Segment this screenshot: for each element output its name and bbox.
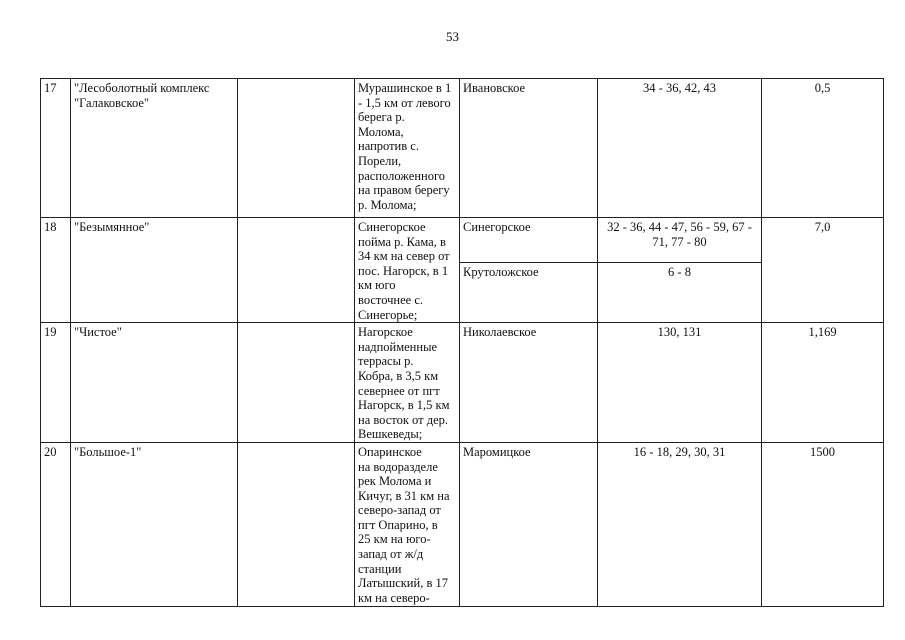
blank-cell [238, 218, 355, 323]
row-number: 19 [41, 323, 71, 443]
location-description [355, 323, 460, 443]
forest-quarters: 6 - 8 [598, 262, 762, 322]
location-description-text: Нагорское надпойменные террасы р. Кобра, в 3,5 км севернее от пгт Нагорск, в 1,5 км на восток от дер. Вешкеведы; [358, 325, 450, 442]
forest-quarters: 16 - 18, 29, 30, 31 [598, 442, 762, 606]
blank-cell [238, 79, 355, 218]
row-number: 17 [41, 79, 71, 218]
object-name: "Безымянное" [71, 218, 238, 323]
area-value: 7,0 [762, 218, 884, 323]
blank-cell [238, 323, 355, 443]
page-number: 53 [446, 29, 459, 44]
location-description [355, 442, 460, 606]
location-description-text: Синегорское пойма р. Кама, в 34 км на север от пос. Нагорск, в 1 км юго восточнее с. Синегорье; [358, 220, 450, 322]
row-number: 18 [41, 218, 71, 323]
blank-cell [238, 442, 355, 606]
forestry-district: Синегорское [460, 218, 598, 263]
table-row [41, 442, 884, 606]
forestry-district: Крутоложское [460, 262, 598, 322]
object-name: "Лесоболотный комплекс "Галаковское" [71, 79, 238, 218]
table-row [41, 323, 884, 443]
forestry-district: Ивановское [460, 79, 598, 218]
location-description [355, 79, 460, 218]
forest-quarters: 32 - 36, 44 - 47, 56 - 59, 67 - 71, 77 - 80 [598, 218, 762, 263]
object-name: "Чистое" [71, 323, 238, 443]
location-description-text: Опаринское на водоразделе рек Молома и Кичуг, в 31 км на северо-запад от пгт Опарино, в 25 км на юго- запад от ж/д станции Латышский, в 17 км на северо- [358, 444, 450, 605]
object-name: "Большое-1" [71, 442, 238, 606]
forestry-district: Маромицкое [460, 442, 598, 606]
location-description-text: Мурашинское в 1 - 1,5 км от левого берега р. Молома, напротив с. Порели, расположенного на правом берегу р. Молома; [358, 81, 452, 212]
forest-quarters: 34 - 36, 42, 43 [598, 79, 762, 218]
table-row [41, 79, 884, 218]
forestry-district: Николаевское [460, 323, 598, 443]
area-value: 0,5 [762, 79, 884, 218]
table-row [41, 218, 884, 263]
forest-quarters: 130, 131 [598, 323, 762, 443]
row-number: 20 [41, 442, 71, 606]
reserve-table [40, 78, 884, 607]
area-value: 1500 [762, 442, 884, 606]
area-value: 1,169 [762, 323, 884, 443]
location-description [355, 218, 460, 323]
